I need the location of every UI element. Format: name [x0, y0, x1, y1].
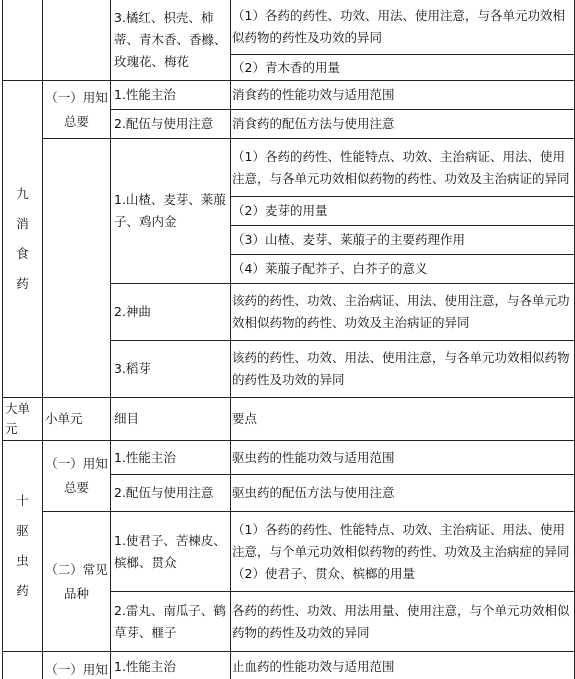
point-cell: 消食药的性能功效与适用范围: [231, 81, 575, 110]
syllabus-table: [2, 0, 575, 679]
point-cell: 驱虫药的性能功效与适用范围: [231, 441, 575, 475]
detail-cell: 1.性能主治: [111, 81, 231, 110]
unit-cell-empty: [3, 652, 43, 679]
table-row: [3, 441, 575, 475]
point-cell: [231, 512, 575, 592]
header-subunit: 小单元: [43, 398, 111, 441]
subunit-general: （一）用知总要: [43, 81, 111, 139]
table-header-row: [3, 398, 575, 441]
point-cell: （2）青木香的用量: [231, 55, 575, 81]
point-cell: 各药的药性、功效、用法用量、使用注意，与个单元功效相似药物的药性及功效的异同: [231, 592, 575, 652]
detail-cell: 1.性能主治: [111, 441, 231, 475]
unit-name-anthelmintic: 十 驱 虫 药: [3, 441, 43, 652]
unit-name-digestive: 九 消 食 药: [3, 81, 43, 398]
point-cell: （2）麦芽的用量: [231, 197, 575, 226]
detail-cell: 2.配伍与使用注意: [111, 110, 231, 139]
table-row: [3, 652, 575, 679]
point-cell: （1）各药的药性、功效、用法、使用注意，与各单元功效相似药物的药性及功效的异同: [231, 0, 575, 55]
subunit-general: （一）用知总要: [43, 441, 111, 512]
point-cell: 驱虫药的配伍方法与使用注意: [231, 475, 575, 512]
subunit-common-varieties: （二）常见品种: [43, 512, 111, 652]
detail-cell: 1.使君子、苦楝皮、槟榔、贯众: [111, 512, 231, 592]
unit-cell-empty: [3, 0, 43, 81]
point-cell: 止血药的性能功效与适用范围: [231, 652, 575, 679]
detail-cell: 3.稻芽: [111, 341, 231, 398]
detail-cell: 2.雷丸、南瓜子、鹤草芽、榧子: [111, 592, 231, 652]
header-unit: 大单元: [3, 398, 43, 441]
detail-cell: 2.配伍与使用注意: [111, 475, 231, 512]
header-points: 要点: [231, 398, 575, 441]
subunit-cell-empty: [43, 0, 111, 81]
detail-cell: 2.神曲: [111, 284, 231, 341]
point-cell: （1）各药的药性、性能特点、功效、主治病证、用法、使用注意，与各单元功效相似药物的药性、功效及主治病证的异同: [231, 139, 575, 197]
table-row: [3, 0, 575, 55]
table-row: [3, 512, 575, 592]
detail-cell: 1.山楂、麦芽、莱菔子、鸡内金: [111, 139, 231, 284]
table-row: [3, 139, 575, 197]
point-cell: 该药的药性、功效、用法、使用注意，与各单元功效相似药物的药性及功效的异同: [231, 341, 575, 398]
point-cell: 该药的药性、功效、主治病证、用法、使用注意，与各单元功效相似药物的药性、功效及主治病证的异同: [231, 284, 575, 341]
subunit-general: （一）用知: [43, 652, 111, 679]
point-cell: （4）莱菔子配芥子、白芥子的意义: [231, 255, 575, 284]
detail-cell: 3.橘红、枳壳、柿蒂、青木香、香橼、玫瑰花、梅花: [111, 0, 231, 81]
detail-cell: 1.性能主治: [111, 652, 231, 679]
subunit-cell-empty: [43, 139, 111, 398]
point-line: （2）使君子、贯众、槟榔的用量: [232, 565, 415, 581]
point-line: （1）各药的药性、性能特点、功效、主治病证、用法、使用注意，与个单元功效相似药物的药性、功效及主治病症的异同: [232, 521, 570, 559]
table-row: [3, 81, 575, 110]
point-cell: （3）山楂、麦芽、莱菔子的主要药理作用: [231, 226, 575, 255]
point-cell: 消食药的配伍方法与使用注意: [231, 110, 575, 139]
header-detail: 细目: [111, 398, 231, 441]
